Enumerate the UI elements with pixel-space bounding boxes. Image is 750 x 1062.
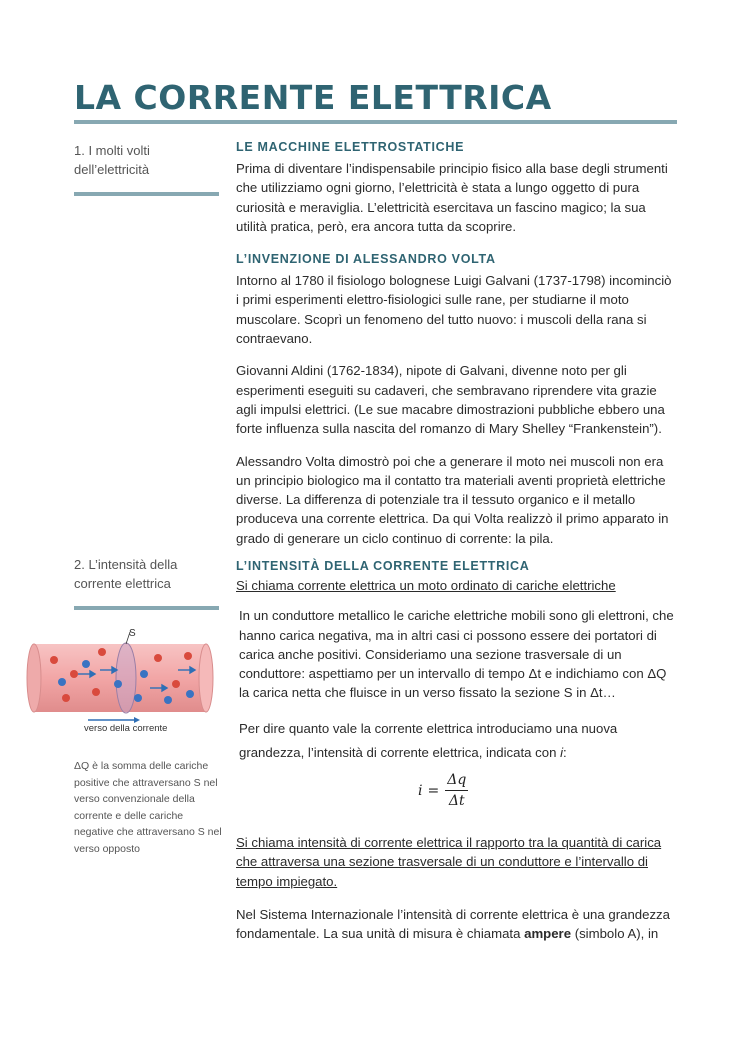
heading-intensita-corrente: L’INTENSITÀ DELLA CORRENTE ELETTRICA <box>236 559 530 573</box>
sidebar-section-2 <box>74 555 219 610</box>
cross-section-s <box>116 643 136 713</box>
paragraph-si-end: (simbolo A), in <box>571 926 659 942</box>
diagram-caption: verso della corrente <box>84 723 168 734</box>
sidebar-rule <box>74 606 219 610</box>
paragraph-macchine: Prima di diventare l’indispensabile principio fisico alla base degli strumenti che utilizziamo ogni giorno, l’elettricità è stata a lungo oggetto di pura curiosità e meraviglia. L’elettricità esercitava un fascino magico; la sua utilità pratica, però, era ancora tutta da scoprire. <box>236 161 668 234</box>
title-rule <box>74 120 677 124</box>
sidebar-section-1-label: 1. I molti volti dell’elettricità <box>74 143 150 177</box>
main-column-intensity <box>236 557 676 765</box>
sidebar-rule <box>74 192 219 196</box>
positive-charge <box>62 694 70 702</box>
formula-numerator: Δq <box>445 772 468 791</box>
unit-ampere: ampere <box>524 926 572 942</box>
sidebar-note: ΔQ è la somma delle cariche positive che attraversano S nel verso convenzionale della corrente e delle cariche negative che attraversano S nel verso opposto <box>74 760 222 855</box>
formula-fraction <box>445 772 468 809</box>
negative-charge <box>140 670 148 678</box>
positive-charge <box>184 652 192 660</box>
positive-charge <box>172 680 180 688</box>
paragraph-si-text: Nel Sistema Internazionale l’intensità di corrente elettrica è una grandezza fondamentale. La sua unità di misura è chiamata <box>236 906 670 942</box>
positive-charge <box>92 688 100 696</box>
formula-intensity <box>418 772 468 809</box>
positive-charge <box>70 670 78 678</box>
main-column-top <box>236 138 676 548</box>
paragraph-nuova-grandezza-end: : <box>563 744 567 760</box>
negative-charge <box>164 696 172 704</box>
paragraph-sistema-internazionale <box>236 905 676 944</box>
paragraph-galvani: Intorno al 1780 il fisiologo bolognese Luigi Galvani (1737-1798) incominciò i primi esperimenti elettro-fisiologici sulle rane, per studiarne il moto muscolare. Scoprì un fenomeno del tutto nuovo: i muscoli della rana si contraevano. <box>236 273 672 347</box>
positive-charge <box>98 648 106 656</box>
conductor-end-right <box>199 644 213 712</box>
positive-charge <box>154 654 162 662</box>
variable-i: i <box>560 744 564 760</box>
page-title: LA CORRENTE ELETTRICA <box>74 78 552 117</box>
sidebar-section-1 <box>74 141 219 196</box>
negative-charge <box>58 678 66 686</box>
paragraph-nuova-grandezza <box>236 717 676 765</box>
main-column-bottom <box>236 833 676 943</box>
paragraph-nuova-grandezza-text: Per dire quanto vale la corrente elettrica introduciamo una nuova grandezza, l’intensità di corrente elettrica, indicata con <box>239 720 618 760</box>
conductor-diagram <box>26 626 216 736</box>
positive-charge <box>50 656 58 664</box>
section-label: S <box>129 628 136 639</box>
formula-denominator: Δt <box>448 793 465 809</box>
negative-charge <box>114 680 122 688</box>
paragraph-conduttore: In un conduttore metallico le cariche elettriche mobili sono gli elettroni, che hanno carica negativa, ma in altri casi ci possono essere dei portatori di carica anche positivi. Consideriamo una sezione trasversale di un conduttore: aspettiamo per un intervallo di tempo Δt e indichiamo con ΔQ la carica netta che fluisce in un verso fissato la sezione S in Δt… <box>239 608 674 701</box>
negative-charge <box>186 690 194 698</box>
sidebar-section-2-label: 2. L’intensità della corrente elettrica <box>74 557 178 591</box>
paragraph-volta: Alessandro Volta dimostrò poi che a generare il moto nei muscoli non era un principio biologico ma il contatto tra materiali aventi proprietà elettriche diverse. La differenza di potenziale tra il tessuto organico e il metallo produceva una corrente elettrica. Da qui Volta realizzò il primo apparato in grado di generare un ciclo continuo di corrente: la pila. <box>236 453 669 546</box>
definition-intensita: Si chiama intensità di corrente elettrica il rapporto tra la quantità di carica che attraversa una sezione trasversale di un conduttore e l’intervallo di tempo impiegato. <box>236 835 662 889</box>
negative-charge <box>82 660 90 668</box>
formula-lhs: i <box>418 782 423 799</box>
heading-invenzione-volta: L’INVENZIONE DI ALESSANDRO VOLTA <box>236 252 496 267</box>
formula-equals: = <box>427 782 440 799</box>
definition-corrente: Si chiama corrente elettrica un moto ordinato di cariche elettriche <box>236 578 616 593</box>
paragraph-aldini: Giovanni Aldini (1762-1834), nipote di Galvani, divenne noto per gli esperimenti eseguiti su cadaveri, che sembravano riprendere vita grazie agli impulsi elettrici. (Le sue macabre dimostrazioni pubbliche ebbero una forte influenza sulla nascita del romanzo di Mary Shelley “Frankenstein”). <box>236 363 665 437</box>
conductor-end-left <box>27 644 41 712</box>
heading-macchine-elettrostatiche: LE MACCHINE ELETTROSTATICHE <box>236 140 465 154</box>
conductor-illustration <box>26 626 216 726</box>
negative-charge <box>134 694 142 702</box>
